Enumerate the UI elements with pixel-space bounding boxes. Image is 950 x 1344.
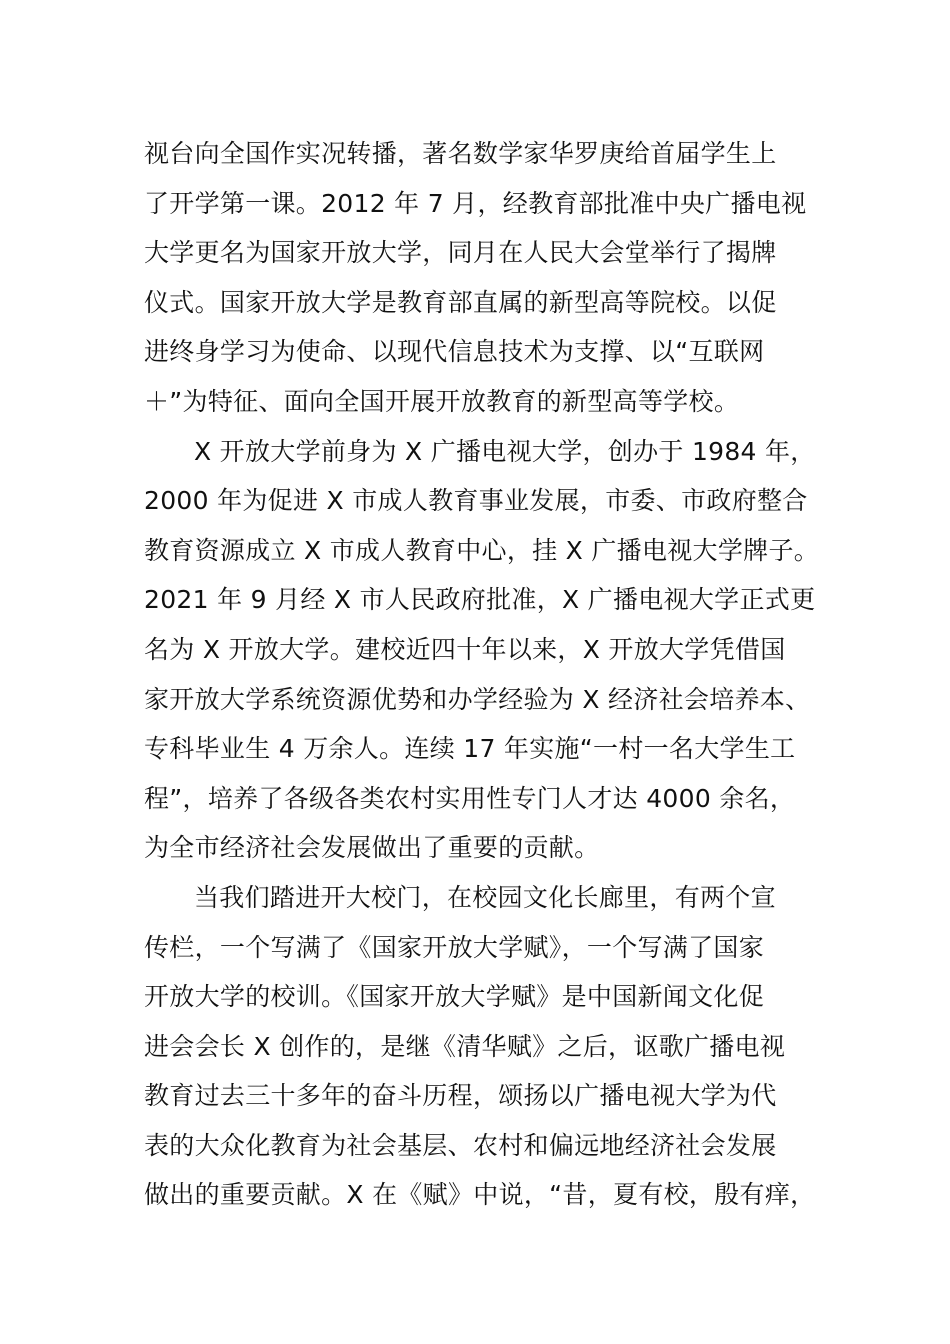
paragraph-1-line-4: 仪式。国家开放大学是教育部直属的新型高等院校。以促 bbox=[144, 287, 777, 317]
paragraph-3-line-7: 做出的重要贡献。X 在《赋》中说，“昔，夏有校，殷有痒， bbox=[144, 1180, 816, 1210]
paragraph-1-line-5: 进终身学习为使命、以现代信息技术为支撑、以“互联网 bbox=[144, 337, 765, 367]
paragraph-3-line-2: 传栏，一个写满了《国家开放大学赋》，一个写满了国家 bbox=[144, 932, 765, 962]
paragraph-2-line-5: 名为 X 开放大学。建校近四十年以来，X 开放大学凭借国 bbox=[144, 634, 786, 664]
paragraph-2-line-2: 2000 年为促进 X 市成人教育事业发展，市委、市政府整合 bbox=[144, 486, 808, 516]
paragraph-2-line-9: 为全市经济社会发展做出了重要的贡献。 bbox=[144, 833, 600, 863]
paragraph-1-line-3: 大学更名为国家开放大学，同月在人民大会堂举行了揭牌 bbox=[144, 238, 777, 268]
paragraph-2-line-6: 家开放大学系统资源优势和办学经验为 X 经济社会培养本、 bbox=[144, 684, 811, 714]
paragraph-2-line-4: 2021 年 9 月经 X 市人民政府批准，X 广播电视大学正式更 bbox=[144, 585, 816, 615]
paragraph-2-line-7: 专科毕业生 4 万余人。连续 17 年实施“一村一名大学生工 bbox=[144, 734, 796, 764]
paragraph-2-line-1: X 开放大学前身为 X 广播电视大学，创办于 1984 年， bbox=[194, 436, 816, 466]
paragraph-3-line-3: 开放大学的校训。《国家开放大学赋》是中国新闻文化促 bbox=[144, 982, 765, 1012]
paragraph-2-line-3: 教育资源成立 X 市成人教育中心，挂 X 广播电视大学牌子。 bbox=[144, 535, 820, 565]
paragraph-3-line-5: 教育过去三十多年的奋斗历程，颂扬以广播电视大学为代 bbox=[144, 1081, 777, 1111]
body-text bbox=[144, 129, 834, 1220]
paragraph-1-line-1: 视台向全国作实况转播，著名数学家华罗庚给首届学生上 bbox=[144, 139, 777, 168]
paragraph-3-line-4: 进会会长 X 创作的，是继《清华赋》之后，讴歌广播电视 bbox=[144, 1031, 786, 1061]
paragraph-2-line-8: 程”，培养了各级各类农村实用性专门人才达 4000 余名， bbox=[144, 783, 796, 813]
paragraph-1-line-6: ＋”为特征、面向全国开展开放教育的新型高等学校。 bbox=[144, 386, 740, 416]
paragraph-1-line-2: 了开学第一课。2012 年 7 月，经教育部批准中央广播电视 bbox=[144, 188, 807, 218]
paragraph-3-line-6: 表的大众化教育为社会基层、农村和偏远地经济社会发展 bbox=[144, 1130, 777, 1160]
paragraph-3-line-1: 当我们踏进开大校门，在校园文化长廊里，有两个宣 bbox=[194, 882, 776, 912]
